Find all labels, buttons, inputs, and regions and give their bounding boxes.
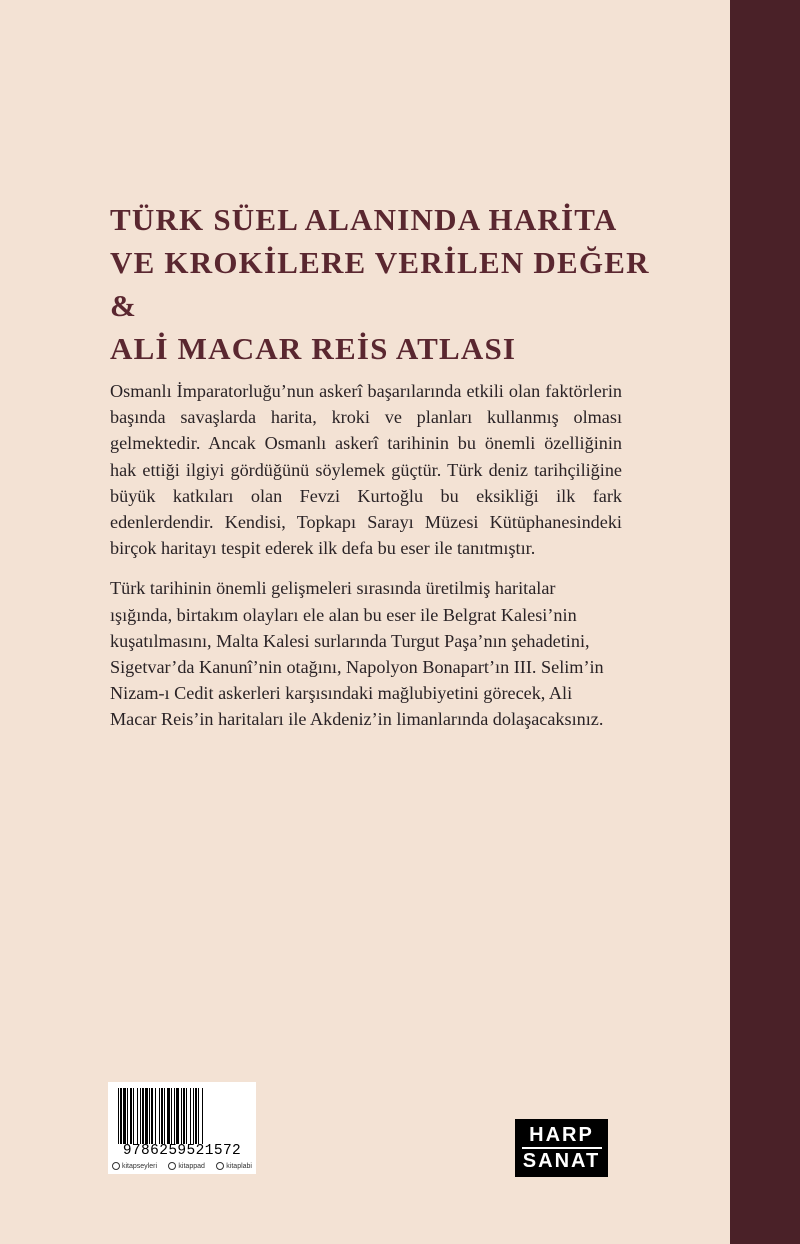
barcode-bar xyxy=(137,1088,138,1144)
isbn-number: 9786259521572 xyxy=(122,1143,242,1159)
store-logos xyxy=(112,1160,252,1172)
blurb-paragraph-1: Osmanlı İmparatorluğu’nun askerî başarılarında etkili olan faktörlerin başında savaşlarda harita, kroki ve planları kullanmış olması gelmektedir. Ancak Osmanlı askerî tarihinin bu önemli özelliğinin hak ettiği ilgiyi gördüğünü söylemek güçtür. Türk deniz tarihçiliğine büyük katkıları olan Fevzi Kurtoğlu bu eksikliği ilk fark edenlerdendir. Kendisi, Topkapı Sarayı Müzesi Kütüphanesindeki birçok haritayı tespit ederek ilk defa bu eser ile tanıtmıştır. xyxy=(110,381,622,559)
title-ampersand: & xyxy=(110,288,138,323)
store-logo-1: kitapseyleri xyxy=(112,1162,157,1170)
barcode-bar xyxy=(198,1088,199,1144)
barcode-bar xyxy=(183,1088,185,1144)
barcode-bar xyxy=(186,1088,187,1144)
barcode-bar xyxy=(149,1088,150,1144)
barcode-bar xyxy=(127,1088,128,1144)
blurb xyxy=(110,378,622,747)
barcode-bar xyxy=(193,1088,194,1144)
barcode-bar xyxy=(174,1088,175,1144)
store-3-icon xyxy=(216,1162,224,1170)
barcode-bar xyxy=(145,1088,148,1144)
barcode-bar xyxy=(167,1088,170,1144)
barcode-bar xyxy=(190,1088,191,1144)
barcode-bar xyxy=(202,1088,203,1144)
barcode-bar xyxy=(142,1088,144,1144)
barcode-bar xyxy=(195,1088,197,1144)
title-line-4: ALİ MACAR REİS ATLASI xyxy=(110,331,517,366)
spine-band xyxy=(730,0,800,1244)
store-2-icon xyxy=(168,1162,176,1170)
book-title xyxy=(110,198,650,370)
store-1-icon xyxy=(112,1162,120,1170)
barcode-bar xyxy=(176,1088,179,1144)
publisher-logo xyxy=(515,1119,608,1177)
barcode-bar xyxy=(164,1088,165,1144)
barcode-bar xyxy=(161,1088,163,1144)
barcode-bars xyxy=(116,1088,248,1144)
isbn-barcode xyxy=(108,1082,256,1174)
blurb-paragraph-2: Türk tarihinin önemli gelişmeleri sırasında üretilmiş haritalar ışığında, birtakım olayları ele alan bu eser ile Belgrat Kalesi’nin kuşatılmasını, Malta Kalesi surlarında Turgut Paşa’nın şehadetini, Sigetvar’da Kanunî’nin otağını, Napolyon Bonapart’ın III. Selim’in Nizam-ı Cedit askerleri karşısındaki mağlubiyetini görecek, Ali Macar Reis’in haritaları ile Akdeniz’in limanlarında dolaşacaksınız. xyxy=(110,578,604,730)
barcode-bar xyxy=(118,1088,119,1144)
barcode-bar xyxy=(155,1088,156,1144)
barcode-bar xyxy=(159,1088,160,1144)
barcode-bar xyxy=(130,1088,132,1144)
publisher-line-1: HARP xyxy=(529,1124,594,1146)
title-line-2: VE KROKİLERE VERİLEN DEĞER xyxy=(110,245,650,280)
barcode-bar xyxy=(120,1088,122,1144)
store-logo-3: kitaplabi xyxy=(216,1162,252,1170)
barcode-bar xyxy=(181,1088,182,1144)
barcode-bar xyxy=(151,1088,153,1144)
store-logo-2: kitappad xyxy=(168,1162,204,1170)
barcode-bar xyxy=(133,1088,134,1144)
barcode-bar xyxy=(123,1088,126,1144)
title-line-1: TÜRK SÜEL ALANINDA HARİTA xyxy=(110,202,618,237)
publisher-line-2: SANAT xyxy=(522,1150,601,1172)
barcode-bar xyxy=(140,1088,141,1144)
barcode-bar xyxy=(171,1088,172,1144)
publisher-rule xyxy=(522,1147,602,1149)
